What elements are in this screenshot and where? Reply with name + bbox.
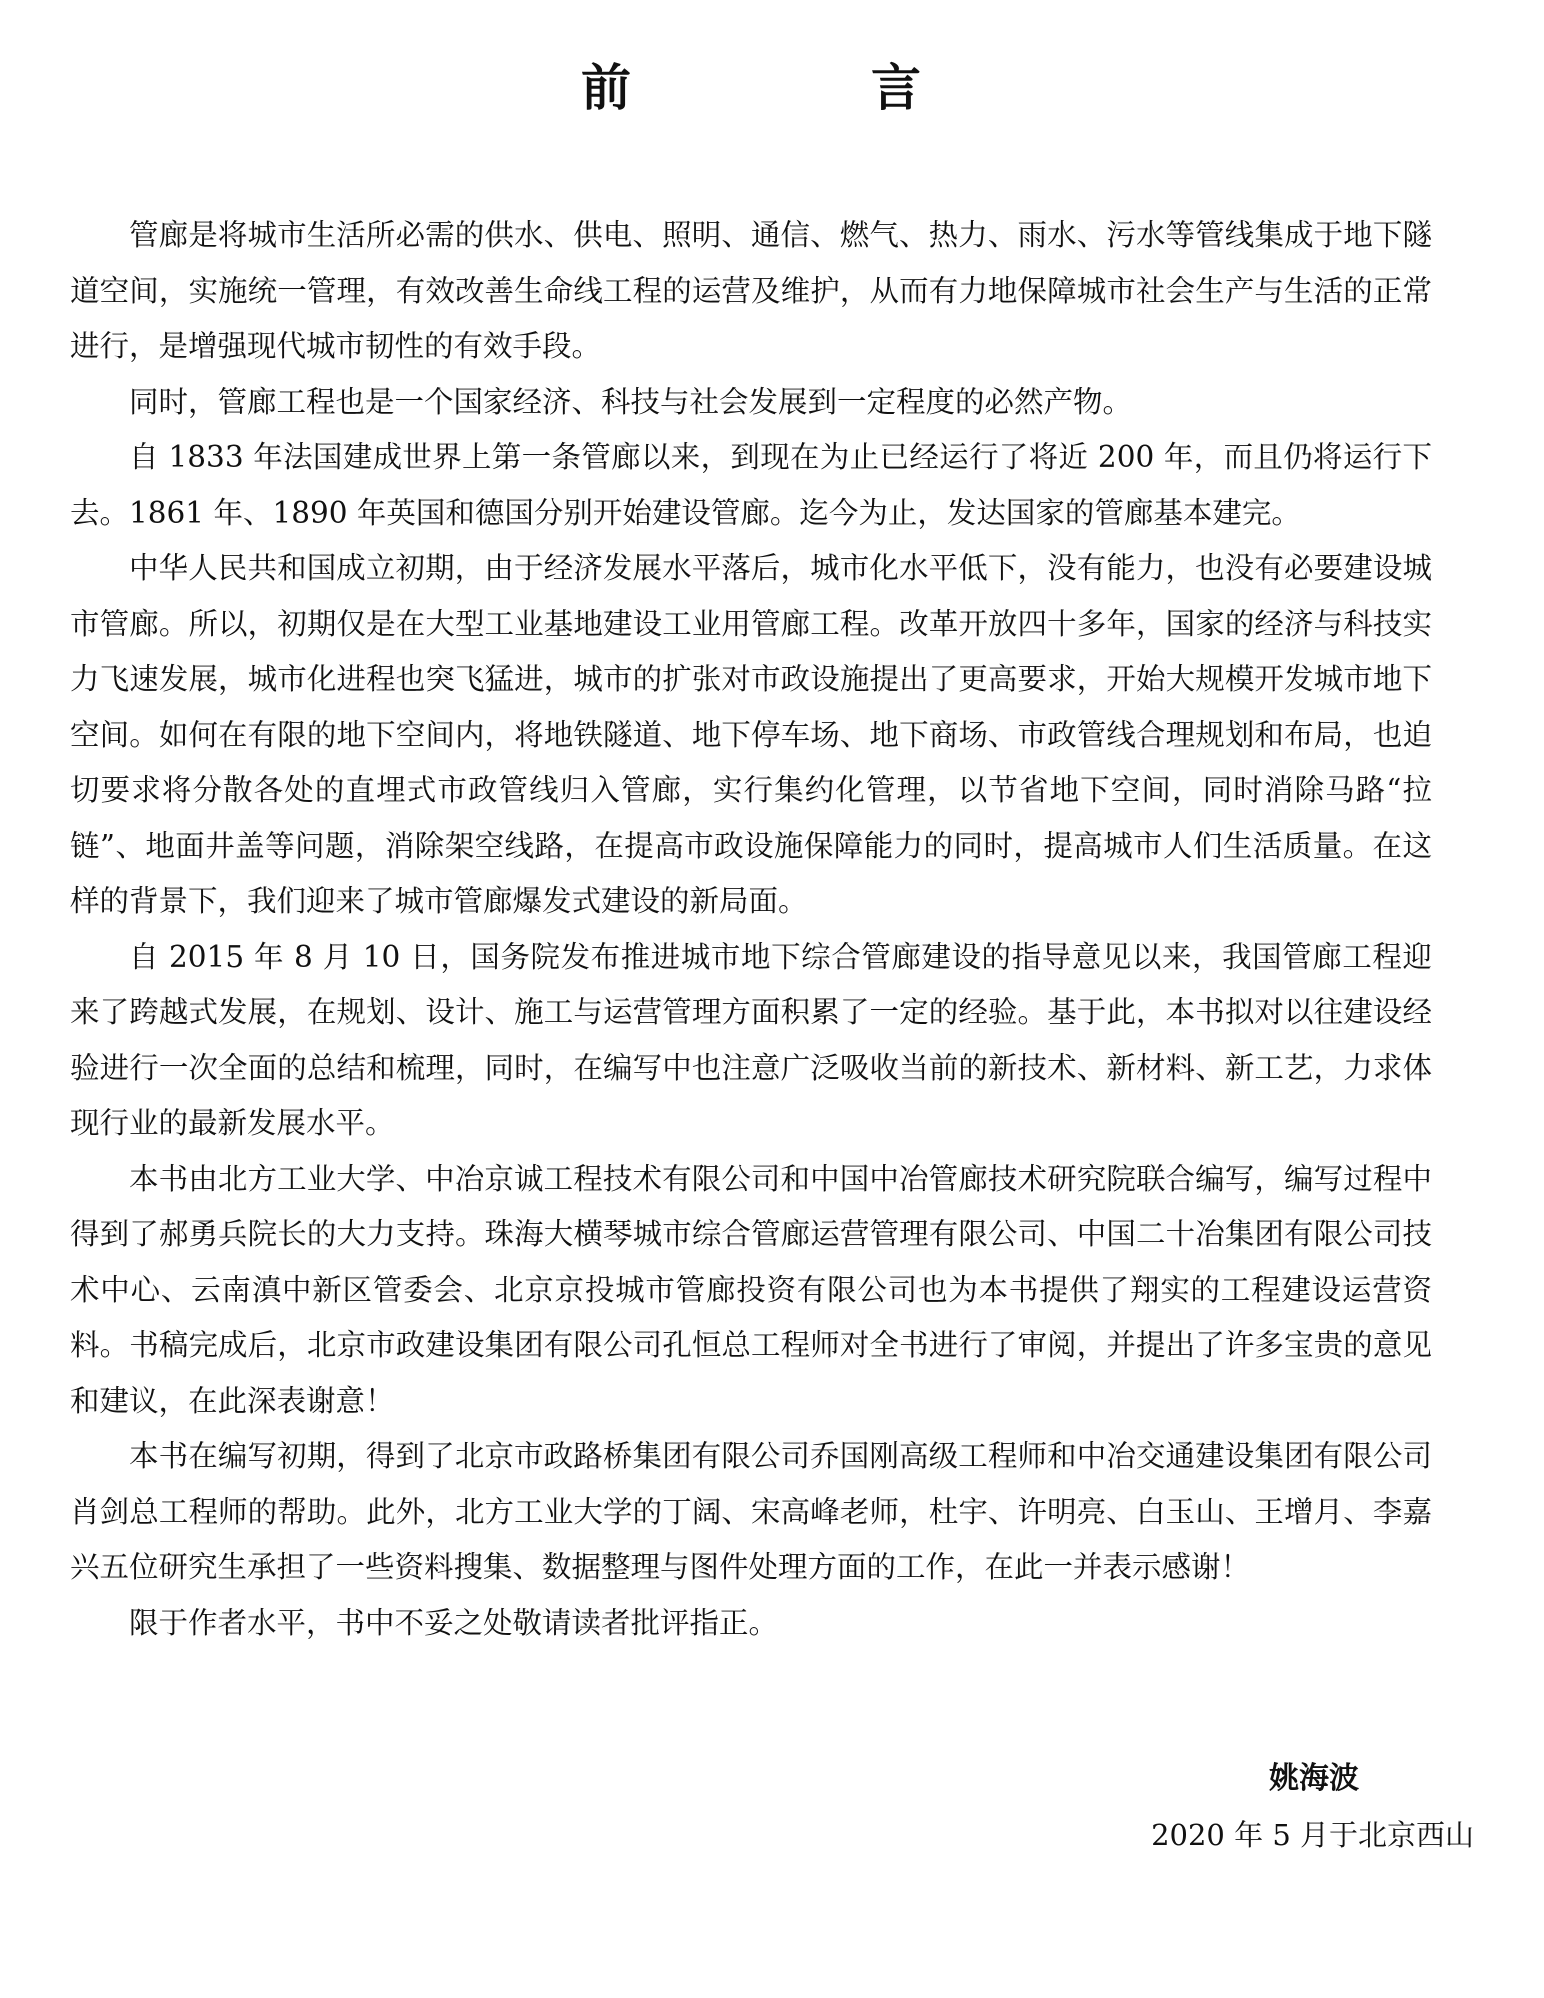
page-title: 前 言 <box>581 59 1016 117</box>
paragraph: 管廊是将城市生活所必需的供水、供电、照明、通信、燃气、热力、雨水、污水等管线集成于地下隧道空间，实施统一管理，有效改善生命线工程的运营及维护，从而有力地保障城市社会生产与生活的正常进行，是增强现代城市韧性的有效手段。 <box>70 218 1432 363</box>
signature-date: 2020 年 5 月于北京西山 <box>1151 1818 1474 1852</box>
preface-body <box>70 208 1432 1651</box>
paragraph: 限于作者水平，书中不妥之处敬请读者批评指正。 <box>129 1605 779 1640</box>
signature-block <box>1151 1755 1474 1859</box>
paragraph: 本书由北方工业大学、中冶京诚工程技术有限公司和中国中冶管廊技术研究院联合编写，编写过程中得到了郝勇兵院长的大力支持。珠海大横琴城市综合管廊运营管理有限公司、中国二十冶集团有限公司技术中心、云南滇中新区管委会、北京京投城市管廊投资有限公司也为本书提供了翔实的工程建设运营资料。书稿完成后，北京市政建设集团有限公司孔恒总工程师对全书进行了审阅，并提出了许多宝贵的意见和建议，在此深表谢意！ <box>70 1161 1432 1418</box>
paragraph: 同时，管廊工程也是一个国家经济、科技与社会发展到一定程度的必然产物。 <box>129 384 1133 419</box>
paragraph: 自 1833 年法国建成世界上第一条管廊以来，到现在为止已经运行了将近 200 年，而且仍将运行下去。1861 年、1890 年英国和德国分别开始建设管廊。迄今为止，发达国家的管廊基本建完。 <box>70 440 1432 530</box>
paragraph: 本书在编写初期，得到了北京市政路桥集团有限公司乔国刚高级工程师和中冶交通建设集团有限公司肖剑总工程师的帮助。此外，北方工业大学的丁阔、宋高峰老师，杜宇、许明亮、白玉山、王增月、李嘉兴五位研究生承担了一些资料搜集、数据整理与图件处理方面的工作，在此一并表示感谢！ <box>70 1439 1432 1584</box>
author-name: 姚海波 <box>1269 1761 1359 1796</box>
preface-page <box>70 40 1432 1651</box>
paragraph: 中华人民共和国成立初期，由于经济发展水平落后，城市化水平低下，没有能力，也没有必要建设城市管廊。所以，初期仅是在大型工业基地建设工业用管廊工程。改革开放四十多年，国家的经济与科技实力飞速发展，城市化进程也突飞猛进，城市的扩张对市政设施提出了更高要求，开始大规模开发城市地下空间。如何在有限的地下空间内，将地铁隧道、地下停车场、地下商场、市政管线合理规划和布局，也迫切要求将分散各处的直埋式市政管线归入管廊，实行集约化管理，以节省地下空间，同时消除马路“拉链”、地面井盖等问题，消除架空线路，在提高市政设施保障能力的同时，提高城市人们生活质量。在这样的背景下，我们迎来了城市管廊爆发式建设的新局面。 <box>70 551 1432 918</box>
paragraph: 自 2015 年 8 月 10 日，国务院发布推进城市地下综合管廊建设的指导意见以来，我国管廊工程迎来了跨越式发展，在规划、设计、施工与运营管理方面积累了一定的经验。基于此，本书拟对以往建设经验进行一次全面的总结和梳理，同时，在编写中也注意广泛吸收当前的新技术、新材料、新工艺，力求体现行业的最新发展水平。 <box>70 939 1432 1140</box>
